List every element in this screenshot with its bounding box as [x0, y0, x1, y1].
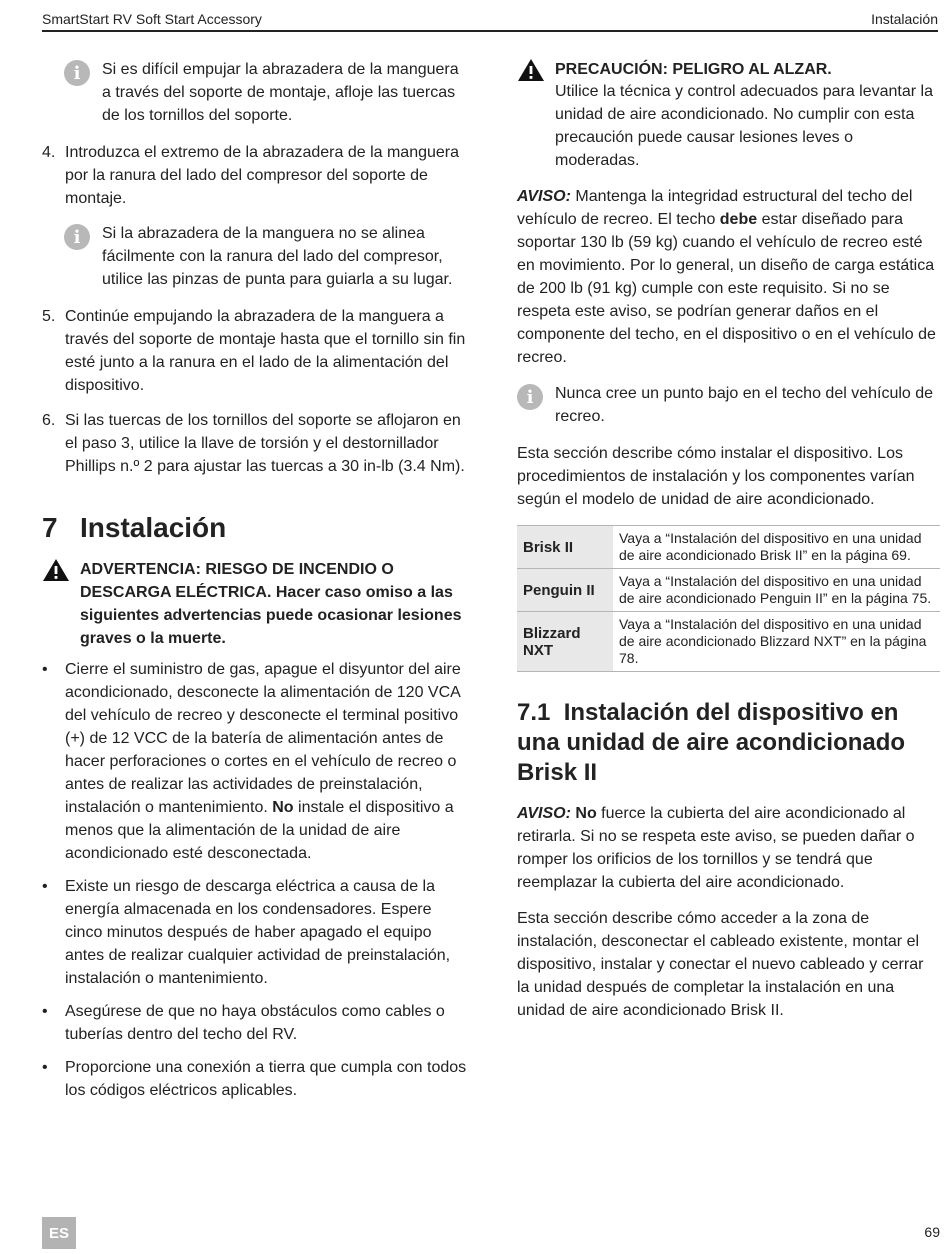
page-header: [42, 8, 938, 32]
note-text: Nunca cree un punto bajo en el techo del vehículo de recreo.: [555, 385, 934, 425]
caution-block: [517, 58, 939, 82]
model-reference: Vaya a “Instalación del dispositivo en una unidad de aire acondicionado Penguin II” en la página 75.: [613, 569, 940, 612]
info-icon: i: [517, 384, 543, 410]
notice-paragraph: AVISO: No fuerce la cubierta del aire acondicionado al retirarla. Si no se respeta este aviso, se pueden dañar o romper los orificios de los tornillos y se tendrá que reemplazar la cubierta del aire acondicionado.: [517, 805, 915, 891]
list-item: • Proporcione una conexión a tierra que cumpla con todos los códigos eléctricos aplicables.: [42, 1059, 467, 1099]
model-name: Blizzard NXT: [517, 612, 613, 672]
caution-title: PRECAUCIÓN: PELIGRO AL ALZAR.: [555, 61, 832, 78]
warning-triangle-icon: [42, 558, 70, 582]
model-name: Brisk II: [517, 526, 613, 569]
page-number: 69: [924, 1224, 940, 1240]
closing-paragraph: Esta sección describe cómo acceder a la zona de instalación, desconectar el cableado existente, montar el dispositivo, instalar y conectar el nuevo cableado y cerrar la unidad después de completar la instalación en una unidad de aire acondicionado Brisk II.: [517, 910, 924, 1019]
language-badge: ES: [42, 1217, 76, 1249]
table-row: [517, 569, 940, 612]
left-column: [42, 58, 467, 1112]
note-text: Si es difícil empujar la abrazadera de la manguera a través del soporte de montaje, afloje las tuercas de los tornillos del soporte.: [102, 61, 459, 124]
section-number: 7: [42, 512, 58, 543]
info-note: [64, 222, 467, 291]
subsection-heading: 7.1 Instalación del dispositivo en una unidad de aire acondicionado Brisk II: [517, 699, 906, 786]
info-note: [64, 58, 467, 127]
step-item: [42, 141, 467, 210]
info-note: [517, 382, 939, 428]
warning-block: [42, 558, 467, 650]
caution-body: Utilice la técnica y control adecuados para levantar la unidad de aire acondicionado. No cumplir con esta precaución puede causar lesiones leves o moderadas.: [555, 83, 933, 169]
info-icon: i: [64, 224, 90, 250]
intro-paragraph: Esta sección describe cómo instalar el dispositivo. Los procedimientos de instalación y los componentes varían según el modelo de unidad de aire acondicionado.: [517, 445, 915, 508]
table-row: [517, 526, 940, 569]
model-reference: Vaya a “Instalación del dispositivo en una unidad de aire acondicionado Brisk II” en la página 69.: [613, 526, 940, 569]
step-item: [42, 409, 467, 478]
section-title: Instalación: [80, 512, 227, 543]
step-number: 4.: [42, 144, 56, 161]
step-number: 6.: [42, 412, 56, 429]
step-number: 5.: [42, 308, 56, 325]
model-table: [517, 525, 940, 672]
list-item: • Asegúrese de que no haya obstáculos como cables o tuberías dentro del techo del RV.: [42, 1003, 445, 1043]
step-text: Continúe empujando la abrazadera de la manguera a través del soporte de montaje hasta que el tornillo sin fin esté junto a la ranura en el lado de la alimentación del dispositivo.: [65, 308, 466, 394]
model-name: Penguin II: [517, 569, 613, 612]
table-row: [517, 612, 940, 672]
warning-triangle-icon: [517, 58, 545, 82]
step-text: Introduzca el extremo de la abrazadera de la manguera por la ranura del lado del compresor del soporte de montaje.: [65, 144, 460, 207]
warning-text: ADVERTENCIA: RIESGO DE INCENDIO O DESCARGA ELÉCTRICA. Hacer caso omiso a las siguientes advertencias puede ocasionar lesiones graves o la muerte.: [80, 561, 462, 647]
note-text: Si la abrazadera de la manguera no se alinea fácilmente con la ranura del lado del compresor, utilice las pinzas de punta para guiarla a su lugar.: [102, 225, 453, 288]
step-text: Si las tuercas de los tornillos del soporte se aflojaron en el paso 3, utilice la llave de torsión y el destornillador Phillips n.º 2 para ajustar las tuercas a 30 in-lb (3.4 Nm).: [65, 412, 465, 475]
step-item: [42, 305, 467, 397]
list-item: • Cierre el suministro de gas, apague el disyuntor del aire acondicionado, desconecte la alimentación de 120 VCA del vehículo de recreo y desconecte el terminal positivo (+) de 12 VCC de la batería de alimentación antes de hacer perforaciones o cortes en el vehículo de recreo o antes de realizar las actividades de preinstalación, instalación o mantenimiento. No instale el dispositivo a menos que la alimentación de la unidad de aire acondicionado esté desconectada.: [42, 661, 461, 862]
warning-bullet-list: [42, 658, 467, 1102]
right-column: [517, 58, 939, 1035]
notice-paragraph: AVISO: Mantenga la integridad estructural del techo del vehículo de recreo. El techo debe estar diseñado para soportar 130 lb (59 kg) cuando el vehículo de recreo esté en movimiento. Por lo general, un diseño de carga estática de 200 lb (91 kg) cumple con este requisito. Si no se respeta este aviso, se podrían generar daños en el componente del techo, en el dispositivo o en el vehículo de recreo.: [517, 188, 936, 366]
list-item: • Existe un riesgo de descarga eléctrica a causa de la energía almacenada en los condensadores. Espere cinco minutos después de haber apagado el equipo antes de realizar cualquier actividad de preinstalación, instalación o mantenimiento.: [42, 878, 451, 987]
info-icon: i: [64, 60, 90, 86]
document-title: SmartStart RV Soft Start Accessory: [42, 11, 262, 27]
model-reference: Vaya a “Instalación del dispositivo en una unidad de aire acondicionado Blizzard NXT” en la página 78.: [613, 612, 940, 672]
section-heading: [42, 512, 467, 544]
chapter-title: Instalación: [871, 11, 938, 27]
